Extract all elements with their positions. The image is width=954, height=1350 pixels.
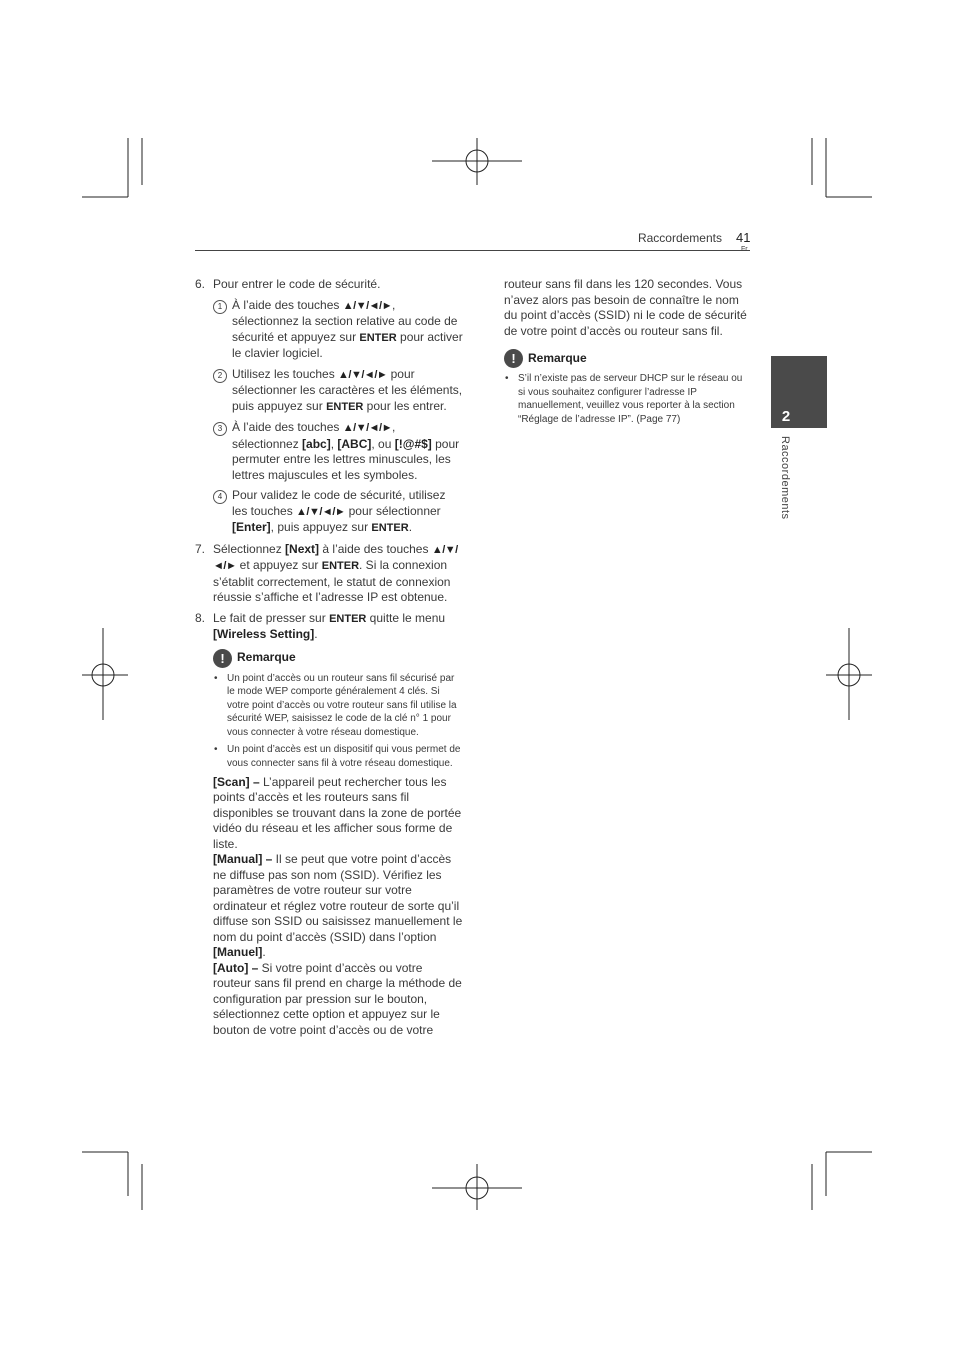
text: Le fait de presser sur [213, 610, 330, 625]
arrow-keys-icon: ▲/▼/◄/► [342, 422, 392, 434]
note-bullet: • S’il n’existe pas de serveur DHCP sur le réseau ou si vous souhaitez configurer l’adresse IP manuellement, veuillez vous reporter à la section “Réglage de l’adresse IP”. (Page 77) [505, 373, 743, 425]
text: pour sélectionner les caractères et les éléments, puis appuyez sur [232, 366, 463, 413]
text: , ou [371, 436, 395, 451]
enter-key-label: ENTER [329, 612, 367, 625]
auto-label: [Auto] – [213, 960, 259, 975]
option-enter: [Enter] [232, 520, 271, 534]
text: pour sélectionner [345, 503, 441, 518]
option-next: [Next] [285, 541, 320, 556]
note-title: Remarque [237, 650, 296, 665]
circled-number: 3 [213, 422, 227, 436]
enter-key-label: ENTER [321, 560, 360, 572]
right-column [504, 277, 752, 430]
circled-number: 4 [213, 490, 227, 504]
text: pour les entrer. [363, 398, 447, 413]
language-code: Fr [741, 246, 748, 253]
chapter-number: 2 [781, 408, 791, 425]
menu-wireless-setting: [Wireless Setting] [213, 627, 315, 641]
arrow-keys-icon: ▲/▼/◄/► [338, 368, 388, 381]
step-number: 7. [195, 541, 206, 556]
text: . [262, 945, 266, 960]
substep-1 [217, 297, 463, 362]
circled-number: 2 [213, 369, 227, 383]
text: à l’aide des touches [319, 541, 432, 556]
bullet-text: Un point d’accès est un dispositif qui vous permet de vous connecter sans fil à votre réseau domestique. [227, 744, 461, 770]
option-abc: [abc] [302, 436, 331, 451]
arrow-keys-icon: ▲/▼/◄/► [296, 505, 346, 518]
note-title: Remarque [528, 350, 587, 365]
text: , sélectionnez la section relative au code de sécurité et appuyez sur [232, 297, 458, 344]
text: pour activer le clavier logiciel. [232, 329, 463, 360]
text: , puis appuyez sur [270, 520, 372, 534]
text: . Si la connexion s’établit correctement, le statut de connexion réussie s’affiche et l’adresse IP est obtenue. [213, 558, 451, 604]
step-8 [195, 610, 463, 643]
bullet-text: S’il n’existe pas de serveur DHCP sur le réseau ou si vous souhaitez configurer l’adresse IP manuellement, veuillez vous reporter à la section “Réglage de l’adresse IP”. (Page 77) [518, 373, 743, 425]
circled-number: 1 [213, 300, 227, 314]
text: , [330, 436, 338, 451]
step-6-substeps [217, 297, 463, 537]
text: À l’aide des touches [232, 420, 343, 434]
chapter-tab-label: Raccordements [779, 436, 791, 520]
step-text: Pour entrer le code de sécurité. [213, 277, 381, 291]
scan-description [213, 775, 463, 853]
exclamation-icon: ! [504, 349, 523, 368]
note-header [504, 349, 752, 368]
option-symbols: [!@#$] [394, 436, 432, 451]
enter-key-label: ENTER [359, 331, 397, 344]
chapter-tab [771, 356, 827, 428]
auto-continuation: routeur sans fil dans les 120 secondes. Vous n’avez alors pas besoin de connaître le nom du point d’accès (SSID) ni le code de sécurité de votre point d’accès ou routeur sans fil. [504, 277, 747, 338]
text: pour permuter entre les lettres minuscules, les lettres majuscules et les symboles. [232, 436, 460, 482]
option-manuel: [Manuel] [213, 945, 263, 960]
scan-label: [Scan] – [213, 774, 260, 789]
step-6 [195, 277, 463, 293]
text: , sélectionnez [232, 420, 396, 451]
substep-4 [217, 488, 463, 537]
note-bullet: • Un point d’accès est un dispositif qui vous permet de vous connecter sans fil à votre réseau domestique. [214, 744, 461, 770]
substep-2 [217, 366, 463, 416]
auto-description [213, 961, 463, 1039]
text: Pour validez le code de sécurité, utilisez les touches [232, 488, 446, 518]
text: . [314, 627, 318, 641]
page-number: 41 [736, 230, 751, 245]
left-column [195, 277, 463, 1038]
option-ABC: [ABC] [337, 436, 372, 451]
running-header-section: Raccordements [637, 231, 722, 245]
step-7 [195, 541, 463, 606]
text: Sélectionnez [213, 541, 286, 556]
text: et appuyez sur [236, 558, 322, 572]
substep-3 [217, 420, 463, 483]
text: quitte le menu [366, 610, 446, 625]
arrow-keys-icon: ▲/▼/◄/► [213, 543, 458, 572]
text: Il se peut que votre point d’accès ne diffuse pas son nom (SSID). Vérifiez les paramètres de votre routeur sur votre ordinateur et réglez votre routeur de sorte qu’il diffuse son SSID ou saisissez manuellement le nom du point d’accès (SSID) dans l’option [213, 852, 463, 944]
note-header [213, 649, 463, 668]
exclamation-icon: ! [213, 649, 232, 668]
text: L’appareil peut rechercher tous les points d’accès et les routeurs sans fil disponibles se trouvant dans la zone de portée vidéo du réseau et les afficher sous forme de liste. [213, 774, 462, 851]
bullet-text: Un point d’accès ou un routeur sans fil sécurisé par le mode WEP comporte généralement 4 clés. Si votre point d’accès ou votre routeur sans fil utilise la sécurité WEP, saisissez le code de la clé n° 1 pour vous connecter à votre réseau domestique. [227, 672, 457, 738]
enter-key-label: ENTER [371, 522, 409, 534]
enter-key-label: ENTER [326, 400, 364, 413]
header-rule [195, 250, 750, 251]
step-number: 8. [195, 610, 206, 625]
text: Utilisez les touches [232, 366, 339, 381]
manual-description [213, 852, 463, 961]
text: . [408, 520, 413, 534]
text: À l’aide des touches [232, 297, 343, 312]
text: Si votre point d’accès ou votre routeur sans fil prend en charge la méthode de configuration par pression sur le bouton, sélectionnez cette option et appuyez sur le bouton de votre point d’accès ou de votre [213, 960, 462, 1037]
arrow-keys-icon: ▲/▼/◄/► [342, 299, 392, 312]
step-number: 6. [195, 277, 206, 291]
note-bullet: • Un point d’accès ou un routeur sans fil sécurisé par le mode WEP comporte généralement 4 clés. Si votre point d’accès ou votre routeur sans fil utilise la sécurité WEP, saisissez le code de la clé n° 1 pour vous connecter à votre réseau domestique. [214, 672, 457, 738]
manual-label: [Manual] – [213, 852, 273, 867]
